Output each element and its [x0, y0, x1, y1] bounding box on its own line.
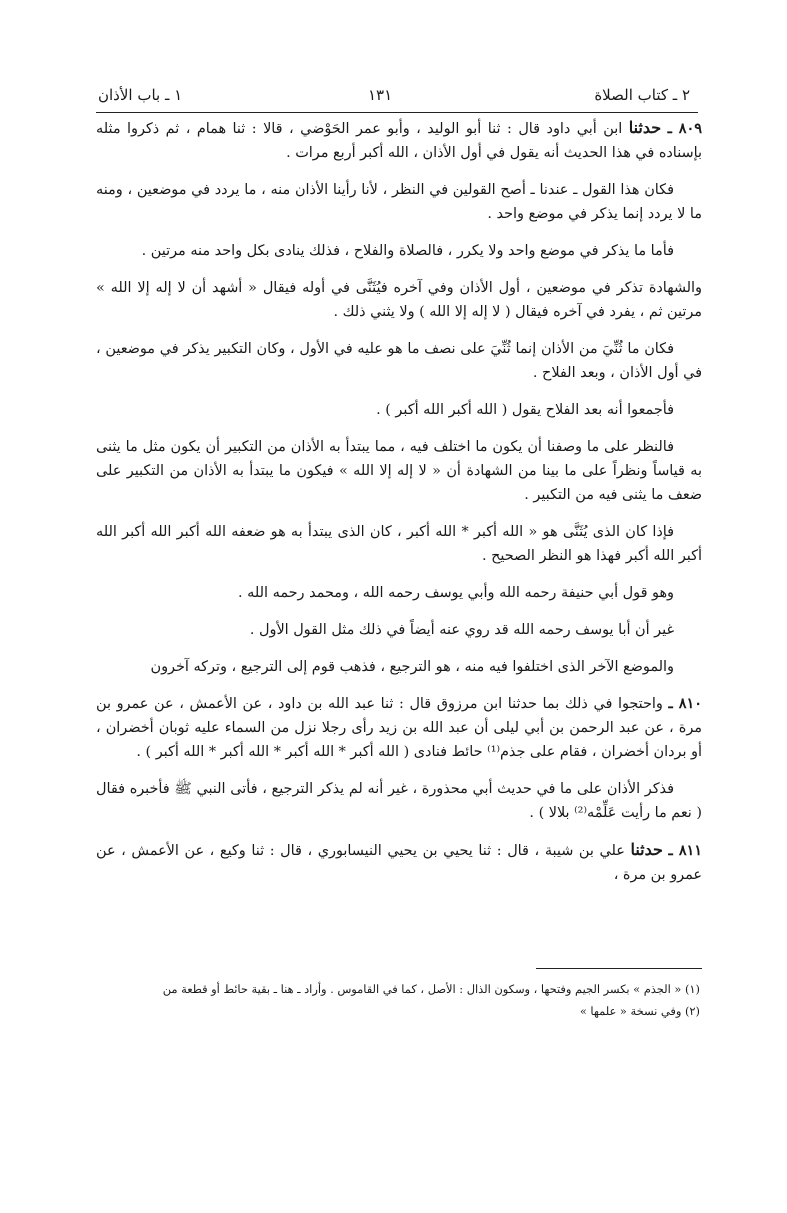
paragraph: والموضع الآخر الذى اختلفوا فيه منه ، هو الترجيع ، فذهب قوم إلى الترجيع ، وتركه آخرون	[150, 659, 674, 675]
paragraph-809	[96, 116, 702, 165]
section-title: ١ ـ باب الأذان	[98, 86, 183, 104]
paragraph-text: ابن أبي داود قال : ثنا أبو الوليد ، وأبو عمر الحَوْضي ، قالا : ثنا همام ، ثم ذكروا مثله بإسناده في هذا الحديث أنه يقول في أول الأذان ، الله أكبر أربع مرات .	[96, 121, 702, 161]
paragraph: فإذا كان الذى يُثَنَّى هو « الله أكبر * الله أكبر ، كان الذى يبتدأ به هو ضعفه الله أكبر الله أكبر الله أكبر الله أكبر فهذا هو النظر الصحيح .	[96, 524, 702, 564]
footnotes	[96, 978, 700, 1022]
main-text	[96, 116, 702, 900]
footnote-1: (١) « الجذم » بكسر الجيم وفتحها ، وسكون الذال : الأصل ، كما في القاموس . وأراد ـ هنا ـ بقية حائط أو قطعة من	[162, 982, 700, 996]
paragraph: فكان ما ثُنِّيَ من الأذان إنما ثُنِّيَ على نصف ما هو عليه في الأول ، وكان التكبير يذكر في موضعين ، في أول الأذان ، وبعد الفلاح .	[96, 341, 702, 381]
chapter-title: ٢ ـ كتاب الصلاة	[594, 86, 690, 104]
paragraph-810	[96, 692, 702, 764]
paragraph: فأما ما يذكر في موضع واحد ولا يكرر ، فالصلاة والفلاح ، فذلك ينادى بكل واحد منه مرتين .	[141, 243, 674, 259]
paragraph-811	[96, 838, 702, 887]
hadith-number: ٨١١ ـ	[668, 842, 703, 859]
paragraph-text: واحتجوا في ذلك بما حدثنا ابن مرزوق قال : ثنا عبد الله بن داود ، عن الأعمش ، عن عمرو بن مرة ، عن عبد الرحمن بن أبي ليلى أن عبد الله بن زيد رأى رجلا نزل من السماء عليه ثوبان أخضران ، أو بردان أخضران ، فقام على جذم⁽¹⁾ حائط فنادى ( الله أكبر * الله أكبر * الله أكبر * الله أكبر ) .	[96, 696, 702, 760]
paragraph: غير أن أبا يوسف رحمه الله قد روي عنه أيضاً في ذلك مثل القول الأول .	[249, 622, 674, 638]
hadith-number: ٨٠٩ ـ	[667, 120, 702, 137]
paragraph: فكان هذا القول ـ عندنا ـ أصح القولين في النظر ، لأنا رأينا الأذان منه ، ما يردد في موضعين ، ومنه ما لا يردد إنما يذكر في موضع واحد .	[96, 182, 702, 222]
footnote-rule	[536, 968, 702, 969]
paragraph-text: علي بن شيبة ، قال : ثنا يحيي بن يحيي النيسابوري ، قال : ثنا وكيع ، عن الأعمش ، عن عمرو بن مرة ،	[96, 843, 702, 883]
header-rule	[96, 112, 698, 113]
hadith-number: ٨١٠ ـ	[668, 695, 702, 712]
hadith-heading: حدثنا	[628, 118, 662, 137]
paragraph: فالنظر على ما وصفنا أن يكون ما اختلف فيه ، مما يبتدأ به الأذان من التكبير أن يكون مثل ما يثنى به قياساً ونظراً على ما بينا من الشهادة أن « لا إله إلا الله » فيكون ما يبتدأ به الأذان من التكبير على ضعف ما يثنى فيه من التكبير .	[96, 439, 702, 503]
page-number: ١٣١	[368, 86, 393, 104]
footnote-2: (٢) وفي نسخة « علمها »	[579, 1004, 700, 1018]
paragraph: فذكر الأذان على ما في حديث أبي محذورة ، غير أنه لم يذكر الترجيع ، فأتى النبي ﷺ فأخبره فقال ( نعم ما رأيت عَلِّمْه⁽²⁾ بلالا ) .	[96, 781, 702, 821]
paragraph: فأجمعوا أنه بعد الفلاح يقول ( الله أكبر الله أكبر ) .	[376, 402, 674, 418]
paragraph: والشهادة تذكر في موضعين ، أول الأذان وفي آخره فيُثَنَّى في أوله فيقال « أشهد أن لا إله إلا الله » مرتين ثم ، يفرد في آخره فيقال ( لا إله إلا الله ) ولا يثني ذلك .	[96, 280, 702, 320]
paragraph: وهو قول أبي حنيفة رحمه الله وأبي يوسف رحمه الله ، ومحمد رحمه الله .	[238, 585, 674, 601]
hadith-heading: حدثنا	[630, 840, 663, 859]
